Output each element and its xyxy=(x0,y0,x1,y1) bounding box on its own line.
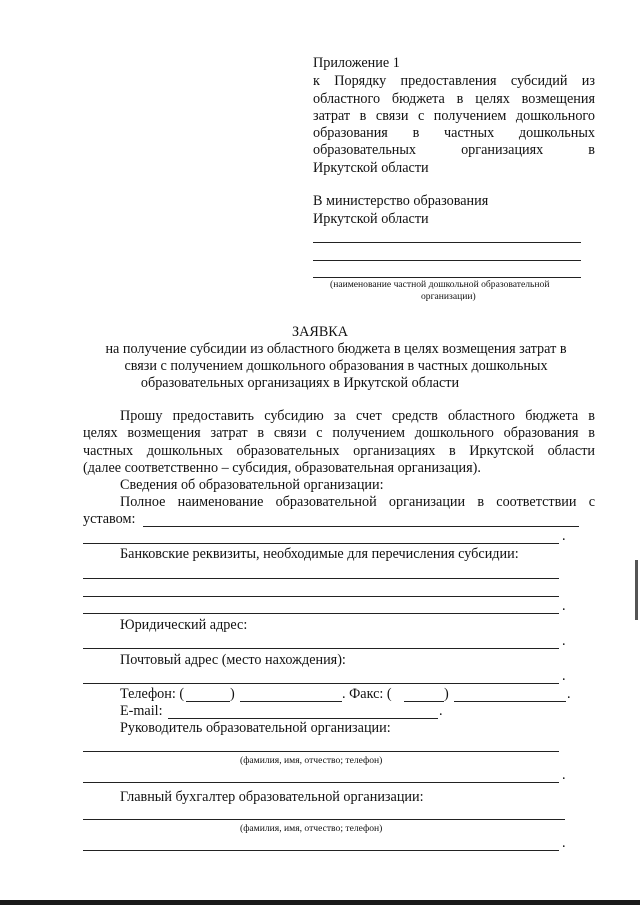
phone-label: Телефон: ( xyxy=(120,686,185,702)
period-mark: . xyxy=(439,703,443,719)
document-subtitle-2: связи с получением дошкольного образования в частных дошкольных xyxy=(124,358,548,374)
addressee-line-2: Иркутской области xyxy=(313,211,429,227)
phone-number-field[interactable] xyxy=(240,701,342,702)
phone-code-close: ) xyxy=(230,686,235,702)
accountant-name-field[interactable] xyxy=(83,819,565,820)
postal-address-field[interactable] xyxy=(83,683,559,684)
email-field[interactable] xyxy=(168,718,438,719)
body-paragraph-line-3: частных дошкольных образовательных организациях в Иркутской области xyxy=(83,443,595,459)
period-mark: . xyxy=(562,835,566,851)
accountant-caption: (фамилия, имя, отчество; телефон) xyxy=(240,823,383,834)
bank-label: Банковские реквизиты, необходимые для перечисления субсидии: xyxy=(120,546,519,562)
fax-number-field[interactable] xyxy=(454,701,566,702)
appendix-line-6: Иркутской области xyxy=(313,160,429,176)
org-name-line-2[interactable] xyxy=(313,260,581,261)
document-subtitle-1: на получение субсидии из областного бюджета в целях возмещения затрат в xyxy=(105,341,567,357)
email-label: E-mail: xyxy=(120,703,163,719)
body-paragraph-line-2: целях возмещения затрат в связи с получением дошкольного образования в xyxy=(83,425,595,441)
bank-field-1[interactable] xyxy=(83,578,559,579)
head-name-field[interactable] xyxy=(83,751,559,752)
head-label: Руководитель образовательной организации: xyxy=(120,720,391,736)
full-name-label: Полное наименование образовательной организации в соответствии с xyxy=(120,494,595,510)
head-caption: (фамилия, имя, отчество; телефон) xyxy=(240,755,383,766)
scan-edge-mark xyxy=(635,560,638,620)
head-name-field-2[interactable] xyxy=(83,782,559,783)
bank-field-3[interactable] xyxy=(83,613,559,614)
scan-bottom-edge xyxy=(0,900,640,905)
charter-name-field[interactable] xyxy=(143,526,579,527)
appendix-title: Приложение 1 xyxy=(313,55,400,71)
period-mark: . xyxy=(562,528,566,544)
addressee-line-1: В министерство образования xyxy=(313,193,489,209)
org-name-caption-2: организации) xyxy=(421,291,476,302)
fax-label: . Факс: ( xyxy=(342,686,392,702)
accountant-name-field-2[interactable] xyxy=(83,850,559,851)
info-heading: Сведения об образовательной организации: xyxy=(120,477,384,493)
period-mark: . xyxy=(562,668,566,684)
body-paragraph-line-4: (далее соответственно – субсидия, образовательная организация). xyxy=(83,460,481,476)
period-mark: . xyxy=(567,686,571,702)
document-title: ЗАЯВКА xyxy=(292,324,348,340)
accountant-label: Главный бухгалтер образовательной организации: xyxy=(120,789,424,805)
charter-label: уставом: xyxy=(83,511,136,527)
postal-address-label: Почтовый адрес (место нахождения): xyxy=(120,652,346,668)
appendix-line-1: к Порядку предоставления субсидий из xyxy=(313,73,595,89)
org-name-line-3[interactable] xyxy=(313,277,581,278)
appendix-line-4: образования в частных дошкольных xyxy=(313,125,595,141)
period-mark: . xyxy=(562,633,566,649)
appendix-line-5: образовательных организациях в xyxy=(313,142,595,158)
charter-name-field-2[interactable] xyxy=(83,543,559,544)
org-name-line-1[interactable] xyxy=(313,242,581,243)
appendix-line-3: затрат в связи с получением дошкольного xyxy=(313,108,595,124)
org-name-caption-1: (наименование частной дошкольной образовательной xyxy=(330,279,550,290)
bank-field-2[interactable] xyxy=(83,596,559,597)
fax-code-close: ) xyxy=(444,686,449,702)
legal-address-label: Юридический адрес: xyxy=(120,617,248,633)
phone-code-field[interactable] xyxy=(186,701,230,702)
body-paragraph-line-1: Прошу предоставить субсидию за счет средств областного бюджета в xyxy=(120,408,595,424)
legal-address-field[interactable] xyxy=(83,648,559,649)
appendix-line-2: областного бюджета в целях возмещения xyxy=(313,91,595,107)
fax-code-field[interactable] xyxy=(404,701,444,702)
document-subtitle-3: образовательных организациях в Иркутской области xyxy=(140,375,460,391)
period-mark: . xyxy=(562,767,566,783)
period-mark: . xyxy=(562,598,566,614)
